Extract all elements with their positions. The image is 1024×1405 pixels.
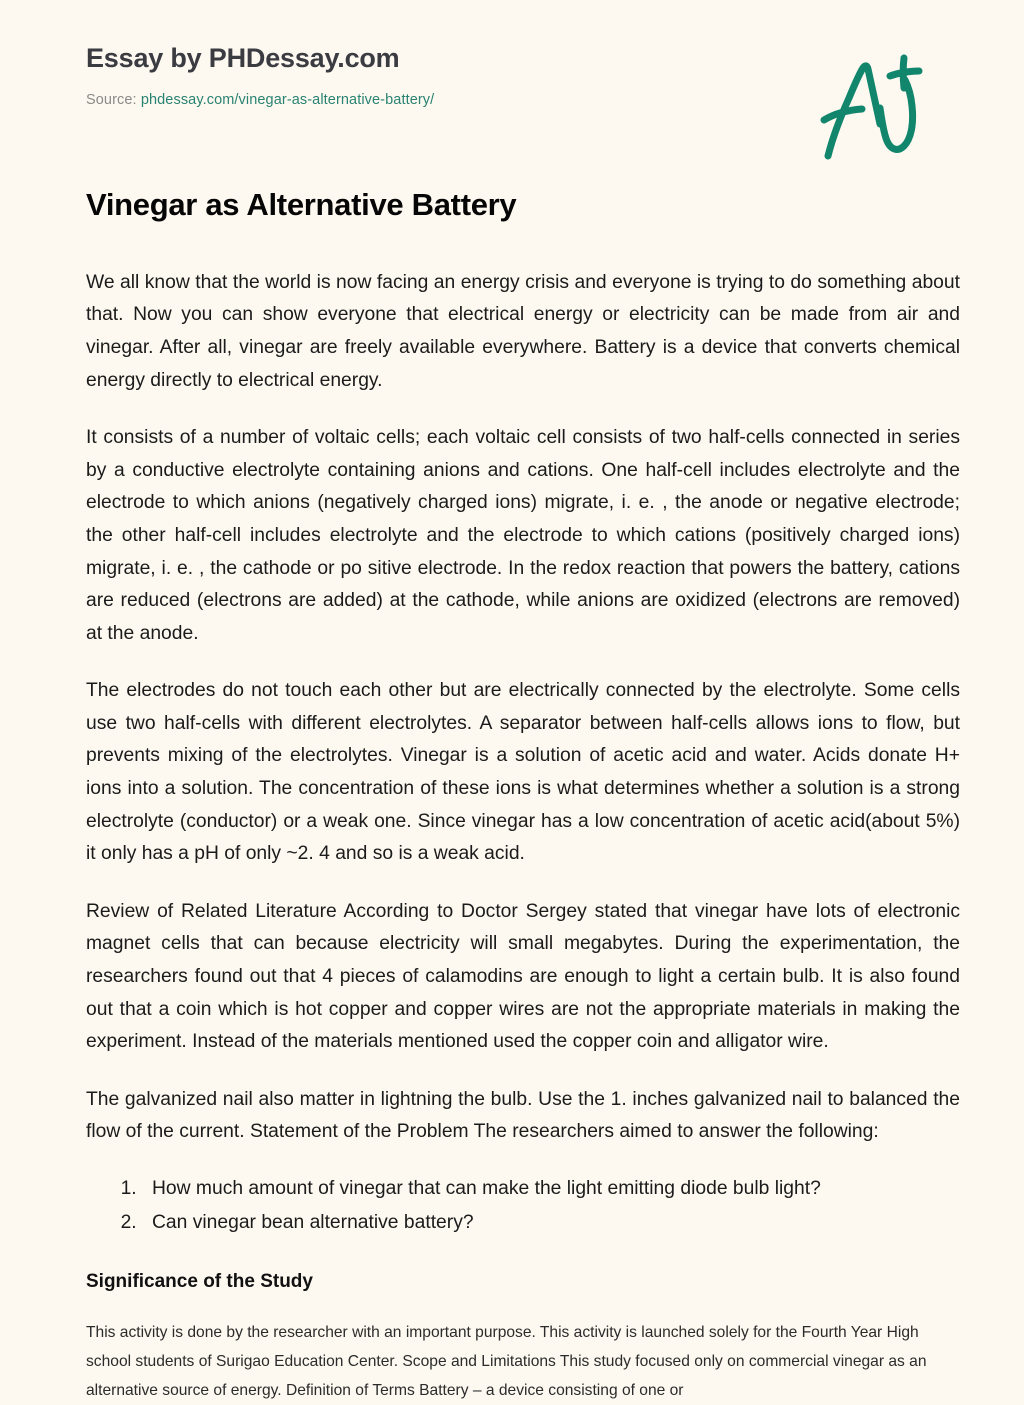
page-title: Vinegar as Alternative Battery [86, 187, 517, 222]
list-item: 1. How much amount of vinegar that can make the light emitting diode bulb light? [142, 1173, 960, 1205]
section-heading: Significance of the Study [86, 1271, 313, 1292]
aplus-logo-icon [818, 48, 928, 168]
document-header [0, 0, 1024, 150]
body-paragraph: It consists of a number of voltaic cells; each voltaic cell consists of two half-cells connected in series by a conductive electrolyte containing anions and cations. One half-cell includes electrolyte and the electrode to which anions (negatively charged ions) migrate, i. e. , the anode or negative electrode; the other half-cell includes electrolyte and the electrode to which cations (positively charged ions) migrate, i. e. , the cathode or po sitive electrode. In the redox reaction that powers the battery, cations are reduced (electrons are added) at the cathode, while anions are oxidized (electrons are removed) at the anode. [86, 427, 960, 644]
body-paragraph: The electrodes do not touch each other but are electrically connected by the electrolyte. Some cells use two half-cells with different electrolytes. A separator between half-cells allows ions to flow, but prevents mixing of the electrolytes. Vinegar is a solution of acetic acid and water. Acids donate H+ ions into a solution. The concentration of these ions is what determines whether a solution is a strong electrolyte (conductor) or a weak one. Since vinegar has a low concentration of acetic acid(about 5%) it only has a pH of only ~2. 4 and so is a weak acid. [86, 680, 960, 865]
body-paragraph: The galvanized nail also matter in lightning the bulb. Use the 1. inches galvanized nail to balanced the flow of the current. Statement of the Problem The researchers aimed to answer the following: [86, 1088, 960, 1143]
body-paragraph: We all know that the world is now facing an energy crisis and everyone is trying to do something about that. Now you can show everyone that electrical energy or electricity can be made from air and vinegar. After all, vinegar are freely available everywhere. Battery is a device that converts chemical energy directly to electrical energy. [86, 271, 960, 391]
list-item: 2. Can vinegar bean alternative battery? [142, 1207, 960, 1239]
source-label: Source: [86, 92, 137, 109]
research-question-list [86, 1173, 960, 1239]
source-link[interactable]: phdessay.com/vinegar-as-alternative-battery/ [140, 92, 435, 109]
closing-paragraph: This activity is done by the researcher with an important purpose. This activity is launched solely for the Fourth Year High school students of Surigao Education Center. Scope and Limitations This study focused only on commercial vinegar as an alternative source of energy. Definition of Terms Battery – a device consisting of one or [86, 1323, 927, 1399]
body-paragraph: Review of Related Literature According to Doctor Sergey stated that vinegar have lots of electronic magnet cells that can because electricity will small megabytes. During the experimentation, the researchers found out that 4 pieces of calamodins are enough to light a certain bulb. It is also found out that a coin which is hot copper and copper wires are not the appropriate materials in making the experiment. Instead of the materials mentioned used the copper coin and alligator wire. [86, 900, 960, 1053]
brand-title: Essay by PHDessay.com [86, 43, 400, 73]
document-body [0, 267, 1024, 1405]
